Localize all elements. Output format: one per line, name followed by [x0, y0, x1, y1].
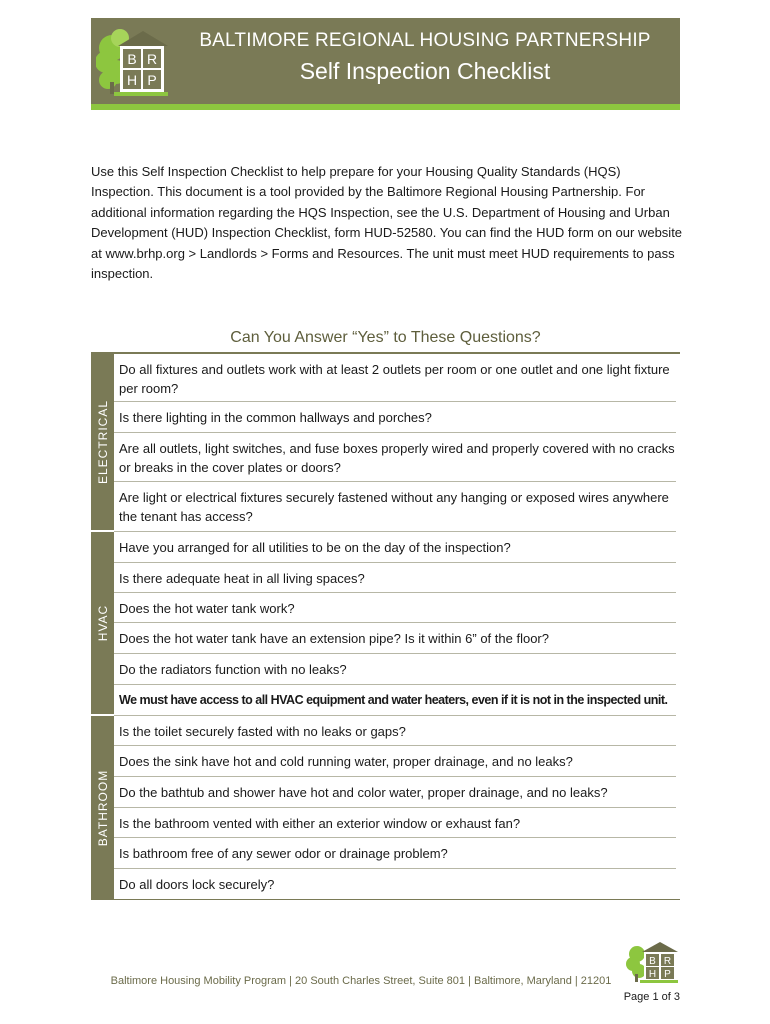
question-text: Is the toilet securely fasted with no leaks or gaps? — [119, 724, 406, 739]
svg-text:H: H — [126, 72, 138, 88]
access-notice: We must have access to all HVAC equipment and water heaters, even if it is not in the inspected unit. — [119, 693, 668, 707]
category-electrical — [91, 354, 114, 530]
question-text: Are light or electrical fixtures securely fastened without any hanging or exposed wires anywhere the tenant has access? — [119, 490, 669, 524]
category-label: ELECTRICAL — [95, 399, 110, 485]
checklist-row — [114, 777, 676, 808]
question-text: Have you arranged for all utilities to be on the day of the inspection? — [119, 540, 511, 555]
footer-address: Baltimore Housing Mobility Program | 20 South Charles Street, Suite 801 | Baltimore, Maryland | 21201 — [110, 975, 612, 987]
checklist-row — [114, 563, 676, 593]
category-hvac — [91, 532, 114, 714]
page-number: Page 1 of 3 — [623, 991, 680, 1003]
checklist-row — [114, 402, 676, 433]
question-text: Does the hot water tank work? — [119, 601, 295, 616]
question-text: Does the sink have hot and cold running water, proper drainage, and no leaks? — [119, 754, 573, 769]
checklist-row — [114, 746, 676, 777]
svg-text:R: R — [663, 956, 672, 967]
checklist-row — [114, 716, 676, 746]
organization-name: BALTIMORE REGIONAL HOUSING PARTNERSHIP — [199, 30, 651, 51]
svg-text:P: P — [664, 969, 671, 980]
category-label: BATHROOM — [95, 769, 110, 846]
checklist-row — [114, 838, 676, 869]
svg-text:P: P — [147, 72, 157, 88]
svg-text:B: B — [649, 956, 656, 967]
brhp-footer-logo — [626, 938, 678, 984]
checklist-row — [114, 685, 676, 716]
svg-text:B: B — [127, 51, 137, 67]
checklist-row — [114, 869, 676, 899]
checklist-row — [114, 808, 676, 838]
brhp-logo — [96, 22, 168, 100]
svg-text:R: R — [146, 51, 158, 67]
checklist-row — [114, 354, 676, 402]
category-bathroom — [91, 716, 114, 899]
question-text: Is there adequate heat in all living spaces? — [119, 571, 365, 586]
category-label: HVAC — [95, 604, 110, 642]
question-text: Do all fixtures and outlets work with at least 2 outlets per room or one outlet and one light fixture per room? — [119, 362, 670, 396]
svg-text:H: H — [648, 969, 657, 980]
question-text: Do the radiators function with no leaks? — [119, 662, 347, 677]
question-text: Is bathroom free of any sewer odor or drainage problem? — [119, 846, 448, 861]
checklist-row — [114, 433, 676, 482]
intro-paragraph: Use this Self Inspection Checklist to help prepare for your Housing Quality Standards (HQS) Inspection. This document is a tool provided by the Baltimore Regional Housing Partnership. For additional information regarding the HQS Inspection, see the U.S. Department of Housing and Urban Development (HUD) Inspection Checklist, form HUD-52580. You can find the HUD form on our website at www.brhp.org > Landlords > Forms and Resources. The unit must meet HUD requirements to pass inspection. — [91, 164, 683, 282]
question-text: Is the bathroom vented with either an exterior window or exhaust fan? — [119, 816, 521, 831]
document-title: Self Inspection Checklist — [299, 58, 551, 84]
checklist-row — [114, 654, 676, 685]
question-text: Is there lighting in the common hallways and porches? — [119, 410, 432, 425]
question-text: Do the bathtub and shower have hot and color water, proper drainage, and no leaks? — [119, 785, 608, 800]
question-text: Do all doors lock securely? — [119, 877, 275, 892]
header-accent-bar — [91, 104, 680, 110]
checklist-row — [114, 623, 676, 654]
section-heading: Can You Answer “Yes” to These Questions? — [230, 329, 541, 346]
checklist-row — [114, 482, 676, 532]
table-bottom-rule — [91, 899, 680, 900]
checklist-row — [114, 532, 676, 563]
checklist-row — [114, 593, 676, 623]
question-text: Are all outlets, light switches, and fuse boxes properly wired and properly covered with no cracks or breaks in the cover plates or doors? — [119, 441, 675, 475]
question-text: Does the hot water tank have an extension pipe? Is it within 6” of the floor? — [119, 631, 549, 646]
